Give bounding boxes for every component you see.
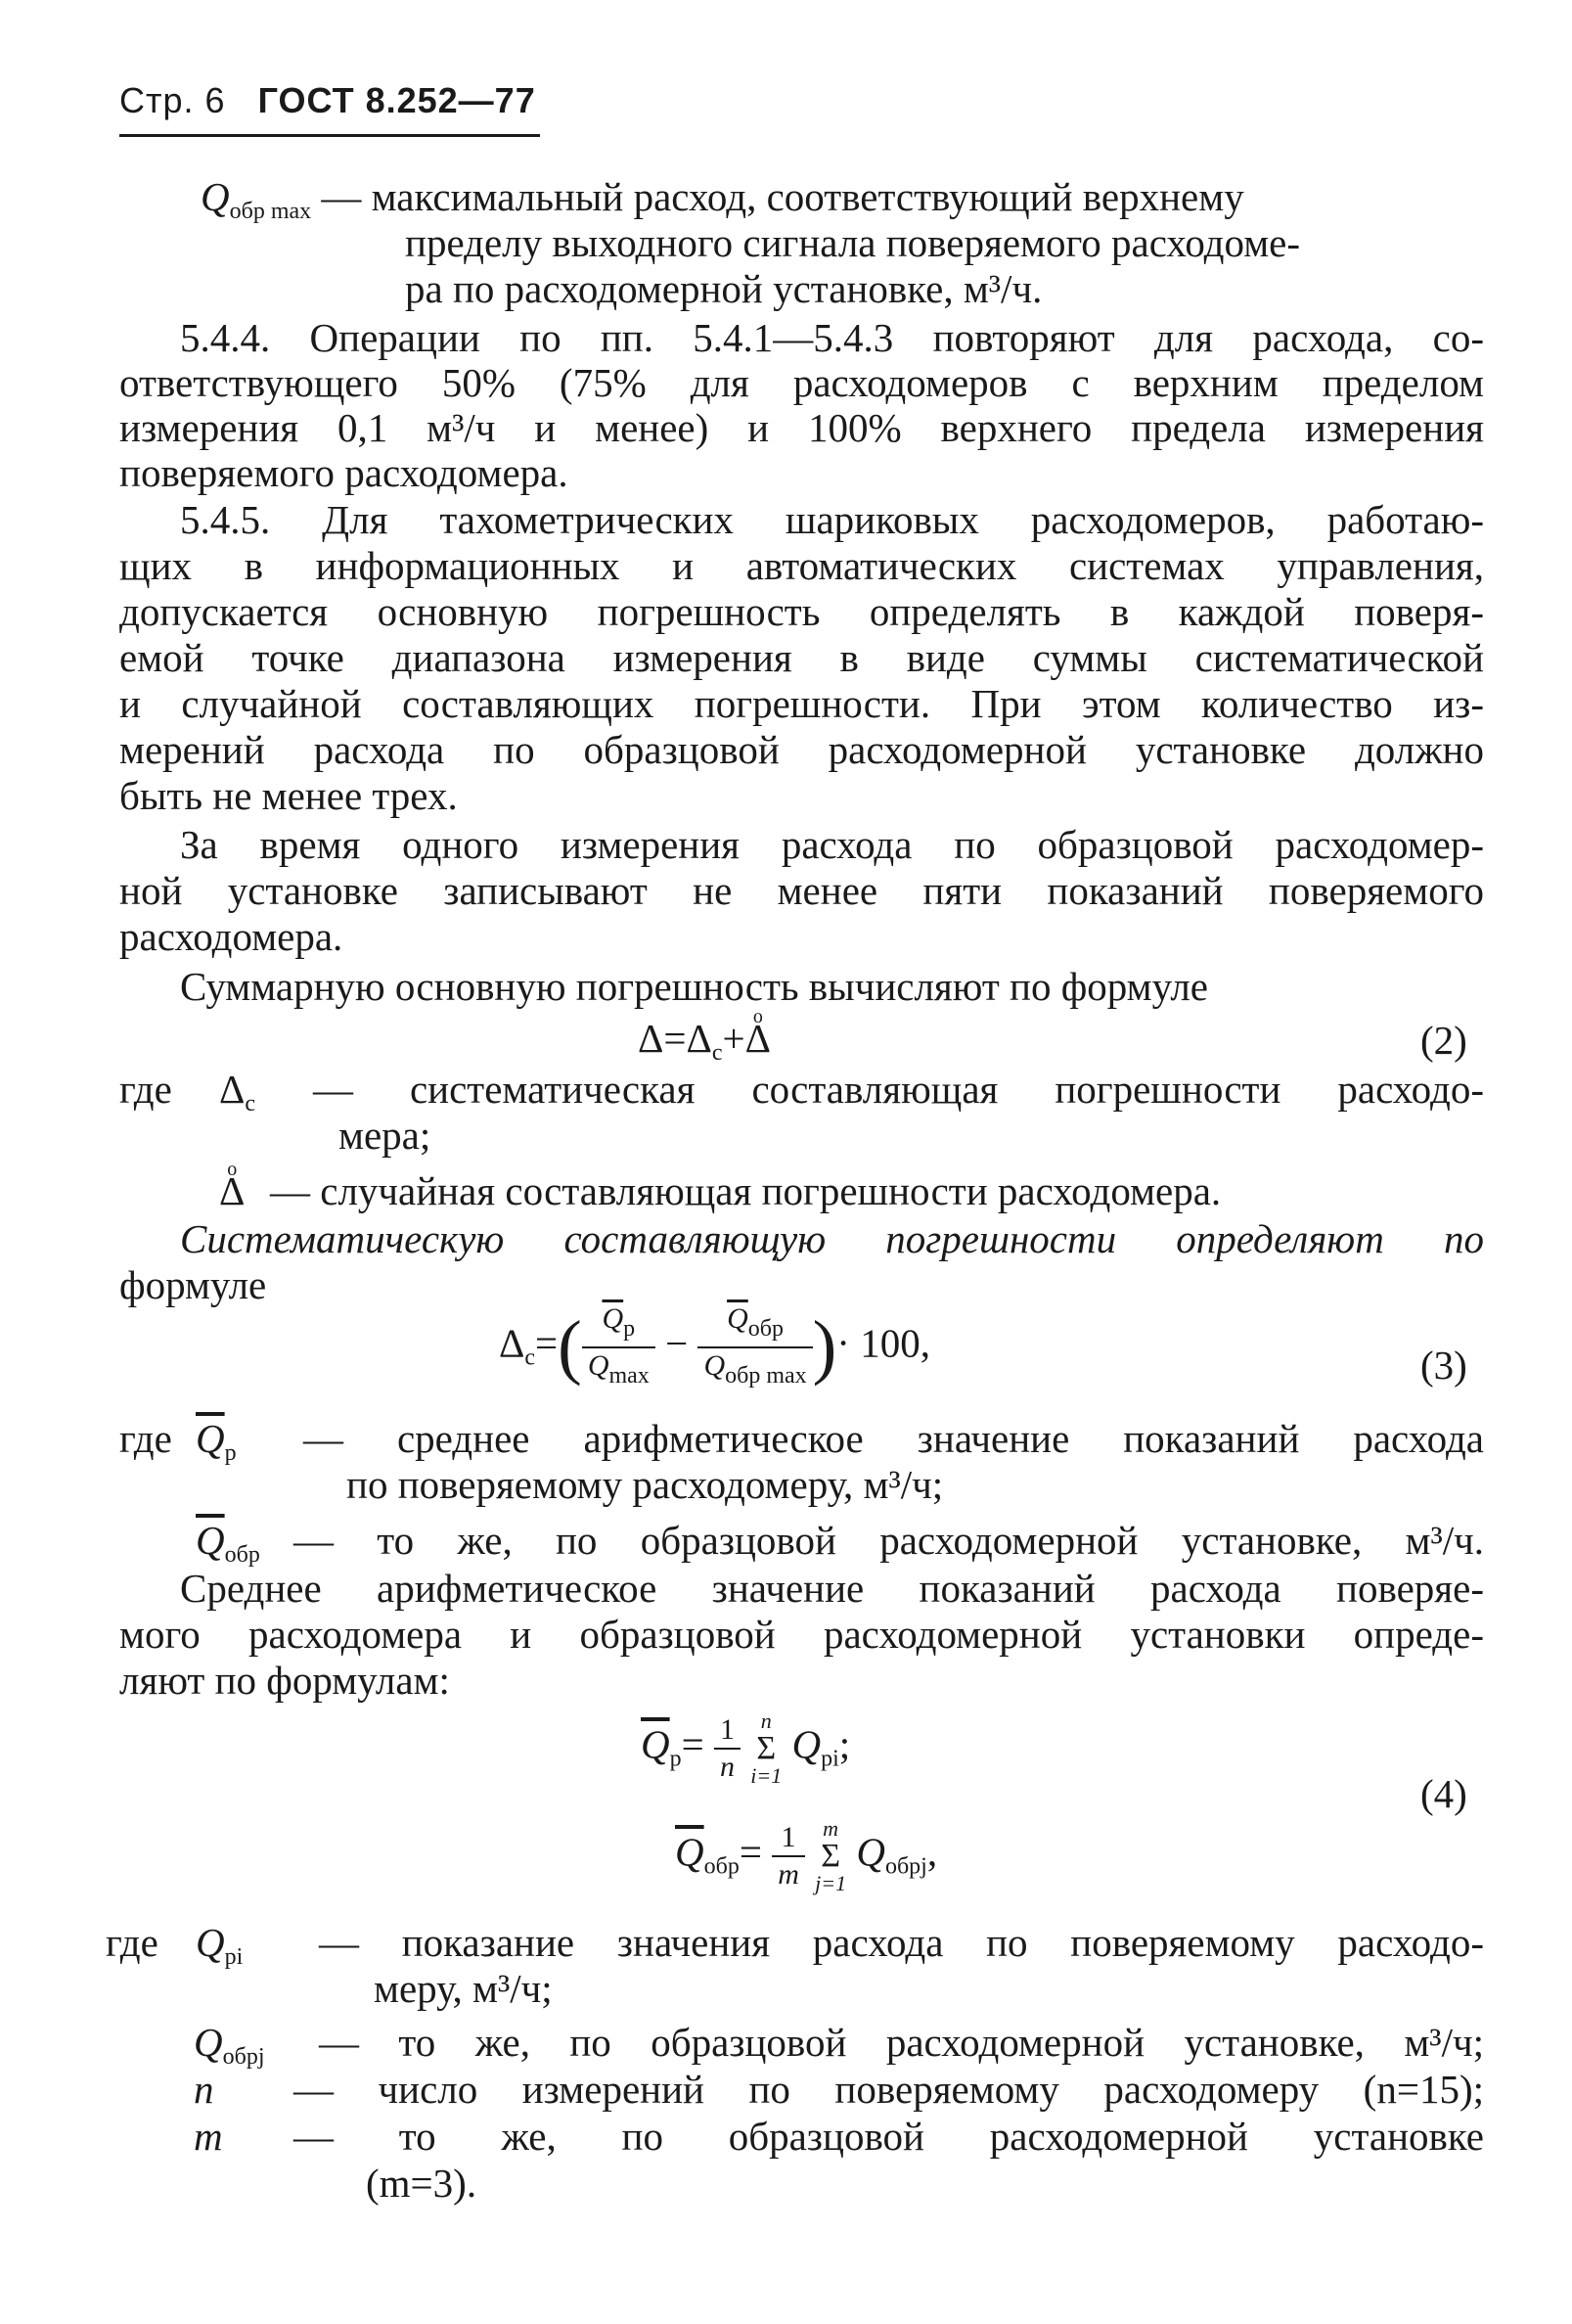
qobr-symbol: $\overline{Q}$ [196, 1518, 225, 1563]
eq3-lhs: Δ [499, 1320, 525, 1366]
header-rule [119, 134, 540, 137]
eq4b-end: , [926, 1829, 938, 1875]
equation-3 [499, 1301, 930, 1393]
para-544-line2: ответствующего 50% (75% для расходомеров с верхним пределом [119, 360, 1484, 405]
eq4a-num: 1 [714, 1712, 741, 1750]
eq3-equals: = [535, 1320, 559, 1366]
where-eq2-sym1 [219, 1067, 255, 1127]
eq4b-term-sub: обрj [884, 1853, 927, 1880]
eq4a-sum-top: n [760, 1709, 772, 1733]
random-delta-symbol: o Δ [219, 1168, 245, 1214]
eq3-tail: · 100, [836, 1320, 930, 1366]
eq3-fraction-2 [697, 1301, 812, 1393]
where-eq4-def1: — показание значения расхода по поверяемому расходо- [319, 1920, 1484, 1965]
eq3-num2: $\overline{Q}$ [727, 1302, 748, 1335]
eq4b-num: 1 [772, 1820, 805, 1857]
para-544-line3: измерения 0,1 м³/ч и менее) и 100% верхнего предела измерения [119, 405, 1484, 450]
para-sum-line1: Суммарную основную погрешность вычисляют по формуле [180, 964, 1208, 1009]
qobrj-sub: обрj [222, 2044, 265, 2070]
eq4b-sigma: Σ [821, 1838, 840, 1874]
symbol-q: Q [201, 174, 230, 219]
eq4a-fraction [714, 1712, 741, 1785]
para-545-line2: щих в информационных и автоматических системах управления, [119, 543, 1484, 588]
eq4b-sum-bottom: j=1 [815, 1871, 847, 1895]
page-number: Стр. 6 [119, 80, 226, 120]
eq4a-end: ; [838, 1721, 851, 1767]
eq4b-den: m [778, 1858, 799, 1891]
eq3-left-paren: ( [558, 1306, 582, 1388]
where-eq2-def1-line2: мера; [338, 1113, 431, 1158]
eq4a-term-sub: рi [821, 1746, 839, 1772]
eq3-num1: $\overline{Q}$ [602, 1302, 624, 1335]
eq4a-sum [750, 1710, 782, 1787]
eq2-sub: c [711, 1040, 723, 1066]
eq3-lhs-sub: c [524, 1344, 536, 1371]
where-eq3-sym1 [196, 1416, 237, 1477]
para-545-line7: быть не менее трех. [119, 773, 458, 818]
where-eq4-def2: — то же, по образцовой расходомерной установке, м³/ч; [319, 2020, 1484, 2065]
eq3-minus: − [665, 1320, 689, 1366]
para-time-line1: За время одного измерения расхода по образцовой расходомер- [180, 822, 1484, 867]
para-mean-line2: мого расходомера и образцовой расходомерной установки опреде- [119, 1612, 1484, 1657]
para-545-line1: 5.4.5. Для тахометрических шариковых расходомеров, работаю- [180, 497, 1484, 542]
def-qobr-max-line2: пределу выходного сигнала поверяемого расходоме- [405, 220, 1301, 265]
eq3-right-paren: ) [812, 1306, 837, 1388]
qpi-symbol: Q [196, 1920, 225, 1965]
equation-4b [675, 1818, 937, 1894]
para-mean-line3: ляют по формулам: [119, 1658, 450, 1703]
where-eq4-sym1 [196, 1920, 243, 1981]
where-word: где [119, 1067, 172, 1112]
eq4a-term: Q [791, 1721, 822, 1767]
eq3-den1-sub: max [608, 1363, 650, 1389]
para-sys-line2: формуле [119, 1262, 267, 1307]
qobrj-symbol: Q [194, 2020, 223, 2065]
where-eq2-line1 [119, 1067, 172, 1113]
delta-sub: c [245, 1091, 256, 1116]
eq2-random-delta: o Δ [745, 1016, 771, 1062]
para-time-line3: расходомера. [119, 914, 343, 959]
eq4a-sigma: Σ [756, 1730, 777, 1766]
standard-code: ГОСТ 8.252—77 [257, 80, 536, 120]
eq4a-equals: = [681, 1721, 704, 1767]
eq3-number: (3) [1420, 1343, 1467, 1388]
qobr-sub: обр [224, 1542, 260, 1568]
where-eq4-sym4: m [194, 2114, 223, 2159]
eq4a-den: n [719, 1751, 735, 1783]
where-eq3-def2: — то же, по образцовой расходомерной установке, м³/ч. [293, 1518, 1484, 1563]
eq4b-lhs-sub: обр [703, 1853, 740, 1880]
where-eq4-def4-line2: (m=3). [366, 2161, 477, 2206]
para-545-line5: и случайной составляющих погрешности. При этом количество из- [119, 681, 1484, 726]
where-eq4-sym3: n [194, 2067, 214, 2112]
eq4b-fraction [772, 1820, 805, 1892]
para-545-line4: емой точке диапазона измерения в виде суммы систематической [119, 635, 1484, 680]
para-time-line2: ной установке записывают не менее пяти показаний поверяемого [119, 868, 1484, 913]
para-544-line4: поверяемого расходомера. [119, 450, 568, 495]
qpi-sub: рi [224, 1944, 244, 1970]
eq4a-lhs-sub: р [669, 1746, 682, 1772]
qp-symbol: $\overline{Q}$ [196, 1416, 225, 1461]
para-545-line6: мерений расхода по образцовой расходомерной установке должно [119, 727, 1484, 772]
eq3-num2-sub: обр [747, 1316, 784, 1342]
page-header [119, 80, 536, 121]
eq2-lhs: Δ=Δ [638, 1016, 712, 1061]
para-544-line1: 5.4.4. Операции по пп. 5.4.1—5.4.3 повторяют для расхода, со- [180, 315, 1484, 360]
eq3-num1-sub: p [623, 1316, 636, 1342]
qp-sub: р [224, 1440, 237, 1466]
def-qobr-max-line3: ра по расходомерной установке, м³/ч. [405, 266, 1043, 311]
para-sys-line1: Систематическую составляющую погрешности определяют по [180, 1216, 1484, 1261]
eq4a-sum-bottom: i=1 [750, 1763, 783, 1788]
where-eq2-sym2 [219, 1168, 245, 1214]
equation-4a [641, 1710, 850, 1787]
eq3-den2: Q [703, 1349, 726, 1382]
eq3-fraction-1 [582, 1301, 655, 1393]
eq4-number: (4) [1420, 1771, 1467, 1816]
para-mean-line1: Среднее арифметическое значение показаний расхода поверяе- [180, 1566, 1484, 1611]
eq2-number: (2) [1420, 1018, 1467, 1063]
where-eq2-def1: — систематическая составляющая погрешности расходо- [313, 1067, 1484, 1112]
where-eq4-word: где [106, 1920, 158, 1965]
eq4b-equals: = [739, 1829, 762, 1875]
eq4b-sum [815, 1818, 846, 1894]
subscript: обр max [229, 199, 312, 224]
where-eq4-def4: — то же, по образцовой расходомерной установке [293, 2114, 1484, 2159]
eq3-den1: Q [587, 1349, 609, 1382]
where-eq2-def2: — случайная составляющая погрешности расходомера. [270, 1168, 1222, 1213]
para-545-line3: допускается основную погрешность определять в каждой поверя- [119, 589, 1484, 634]
where-eq3-def1-line2: по поверяемому расходомеру, м³/ч; [346, 1462, 944, 1507]
eq3-den2-sub: обр max [725, 1363, 807, 1389]
eq4b-sum-top: m [823, 1816, 839, 1841]
where-eq4-def3: — число измерений по поверяемому расходомеру (n=15); [293, 2067, 1484, 2112]
delta-symbol: Δ [219, 1067, 246, 1112]
eq4b-term: Q [856, 1829, 885, 1875]
eq4a-lhs: $\overline{Q}$ [641, 1721, 670, 1767]
where-eq3-def1: — среднее арифметическое значение показаний расхода [303, 1416, 1484, 1461]
where-eq3-word: где [119, 1416, 172, 1461]
eq4b-lhs: $\overline{Q}$ [675, 1829, 704, 1875]
where-eq4-def1-line2: меру, м³/ч; [374, 1966, 553, 2011]
eq2-plus: + [722, 1016, 745, 1061]
definition-text: — максимальный расход, соответствующий верхнему [321, 174, 1244, 219]
